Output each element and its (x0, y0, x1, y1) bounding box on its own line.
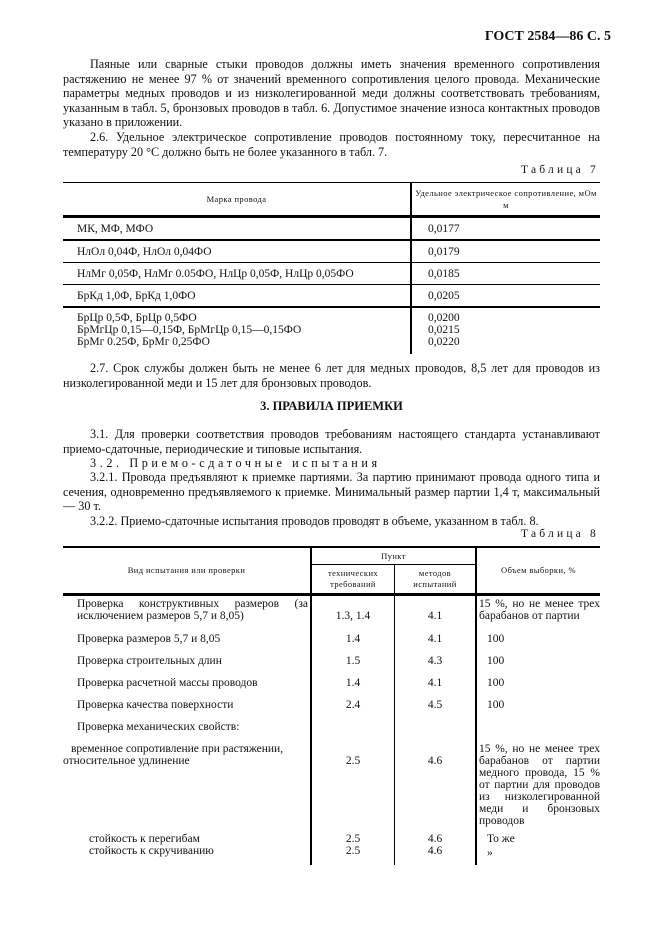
table7-header-resistance: Удельное электрическое сопротивление, мОм м (411, 183, 600, 217)
table7-value: 0,0215 (428, 324, 460, 336)
table8-header-sample-volume: Объем выборки, % (476, 547, 600, 595)
table8-header-tech-req: технических требований (311, 565, 395, 595)
table8-tech: 1.4 (311, 628, 395, 653)
table7-mark: НлМг 0,05Ф, НлМг 0.05ФО, НлЦр 0,05Ф, НлЦр 0,05ФО (63, 263, 411, 285)
table8-test-name: Проверка размеров 5,7 и 8,05 (63, 628, 311, 653)
table8-volume: 100 (487, 699, 505, 711)
table-8 (63, 546, 600, 865)
paragraph-3-2-1 (63, 470, 600, 514)
table8-header-clause: Пункт (311, 547, 476, 565)
table8-tech (311, 719, 395, 741)
table8-tech: 1.5 (311, 653, 395, 675)
table8-volume: » (487, 847, 493, 859)
table8-test-name: Проверка конструктивных размеров (за исключением размеров 5,7 и 8,05) (63, 595, 311, 629)
table-7 (63, 182, 600, 354)
table8-volume: 15 %, но не менее трех барабанов от партии медного провода, 15 % от партии для проводов из низколегированной меди и бронзовых проводов (479, 743, 600, 827)
page-header: ГОСТ 2584—86 С. 5 (484, 29, 611, 44)
table8-tech: 1.4 (311, 675, 395, 697)
table8-header-test-methods: методов испытаний (395, 565, 477, 595)
table7-value-group (411, 307, 600, 354)
paragraph-3-2 (63, 456, 600, 471)
table-row (63, 285, 600, 308)
paragraph-3-1 (63, 427, 600, 456)
table7-mark: НлОл 0,04Ф, НлОл 0,04ФО (63, 240, 411, 263)
table8-test-name: стойкость к скручиванию (63, 845, 311, 865)
table7-value: 0,0185 (411, 263, 600, 285)
table7-value: 0,0220 (428, 336, 460, 348)
table8-volume: 100 (487, 655, 505, 667)
table8-test-name: Проверка механических свойств: (63, 719, 311, 741)
paragraph-2-6-text: 2.6. Удельное электрическое сопротивление проводов постоянному току, пересчитанное на температуру 20 °С должно быть не более указанного в табл. 7. (63, 130, 600, 159)
table8-method: 4.1 (395, 628, 477, 653)
table8-tech: 2.5 (311, 741, 395, 831)
table7-value: 0,0200 (428, 312, 460, 324)
table8-test-name: стойкость к перегибам (63, 831, 311, 845)
table8-caption: Таблица 8 (521, 528, 599, 540)
table7-header-mark: Марка провода (63, 183, 411, 217)
paragraph-joints-text: Паяные или сварные стыки проводов должны иметь значения временного сопротивления растяжению не менее 97 % от значений временного сопротивления целого провода. Механические параметры медных проводов и из низколегированной меди должны соответствовать требованиям, указанным в табл. 5, бронзовых проводов в табл. 6. Допустимое значение износа контактных проводов указано в приложении. (63, 57, 600, 129)
paragraph-3-2-2-text: 3.2.2. Приемо-сдаточные испытания проводов проводят в объеме, указанном в табл. 8. (90, 514, 539, 528)
table8-method: 4.6 (395, 831, 477, 845)
table7-mark: БрКд 1,0Ф, БрКд 1,0ФО (63, 285, 411, 308)
table8-test-name: Проверка качества поверхности (63, 697, 311, 719)
paragraph-3-2-1-text: 3.2.1. Провода предъявляют к приемке партиями. За партию принимают провода одного типа и сечения, одновременно предъявляемого к приемке. Минимальный размер партии 1,4 т, максимальный — 30 т. (63, 470, 600, 513)
table7-mark: БрМг 0.25Ф, БрМг 0,25ФО (77, 336, 210, 348)
table-row (63, 628, 600, 653)
table8-method (395, 719, 477, 741)
table-row (63, 217, 600, 241)
table-row (63, 741, 600, 831)
table7-value: 0,0205 (411, 285, 600, 308)
table-row (63, 675, 600, 697)
table8-method: 4.5 (395, 697, 477, 719)
paragraph-3-2-text: 3.2. Приемо-сдаточные испытания (90, 456, 381, 470)
paragraph-joints (63, 57, 600, 130)
paragraph-2-6 (63, 130, 600, 159)
table7-mark: БрМгЦр 0,15—0,15Ф, БрМгЦр 0,15—0,15ФО (77, 324, 302, 336)
paragraph-2-7 (63, 361, 600, 390)
table-row (63, 263, 600, 285)
table7-caption: Таблица 7 (521, 164, 599, 176)
table-row (63, 653, 600, 675)
table8-volume: 100 (487, 633, 505, 645)
table-row (63, 697, 600, 719)
table7-mark: МК, МФ, МФО (63, 217, 411, 241)
table8-volume: 15 %, но не менее трех барабанов от партии (479, 598, 600, 622)
table8-test-name-text: временное сопротивление при растяжении, относительное удлинение (63, 743, 284, 767)
table8-tech: 2.4 (311, 697, 395, 719)
table8-method: 4.3 (395, 653, 477, 675)
table7-mark-group (63, 307, 411, 354)
paragraph-3-1-text: 3.1. Для проверки соответствия проводов требованиям настоящего стандарта устанавливают приемо-сдаточные, периодические и типовые испытания. (63, 427, 600, 456)
paragraph-2-7-text: 2.7. Срок службы должен быть не менее 6 лет для медных проводов, 8,5 лет для проводов из низколегированной меди и 15 лет для бронзовых проводов. (63, 361, 600, 390)
table7-value: 0,0179 (411, 240, 600, 263)
table8-tech: 2.5 (311, 845, 395, 865)
table8-tech: 1.3, 1.4 (311, 595, 395, 629)
table8-method: 4.6 (395, 741, 477, 831)
table8-volume: То же (487, 833, 515, 845)
table7-mark: БрЦр 0,5Ф, БрЦр 0,5ФО (77, 312, 197, 324)
table8-method: 4.6 (395, 845, 477, 865)
table-row (63, 831, 600, 845)
table8-header-test-type: Вид испытания или проверки (63, 547, 311, 595)
table7-value: 0,0177 (411, 217, 600, 241)
table-row (63, 595, 600, 629)
table-row (63, 240, 600, 263)
table8-volume (476, 719, 600, 741)
paragraph-3-2-2 (63, 514, 600, 529)
table-row (63, 845, 600, 865)
table-row (63, 719, 600, 741)
table8-method: 4.1 (395, 675, 477, 697)
table8-test-name: Проверка строительных длин (63, 653, 311, 675)
table8-method: 4.1 (395, 595, 477, 629)
table8-test-name: Проверка расчетной массы проводов (63, 675, 311, 697)
section-title: 3. ПРАВИЛА ПРИЕМКИ (260, 399, 403, 413)
table-row (63, 307, 600, 354)
table8-tech: 2.5 (311, 831, 395, 845)
table8-volume: 100 (487, 677, 505, 689)
table8-test-name (63, 741, 311, 831)
